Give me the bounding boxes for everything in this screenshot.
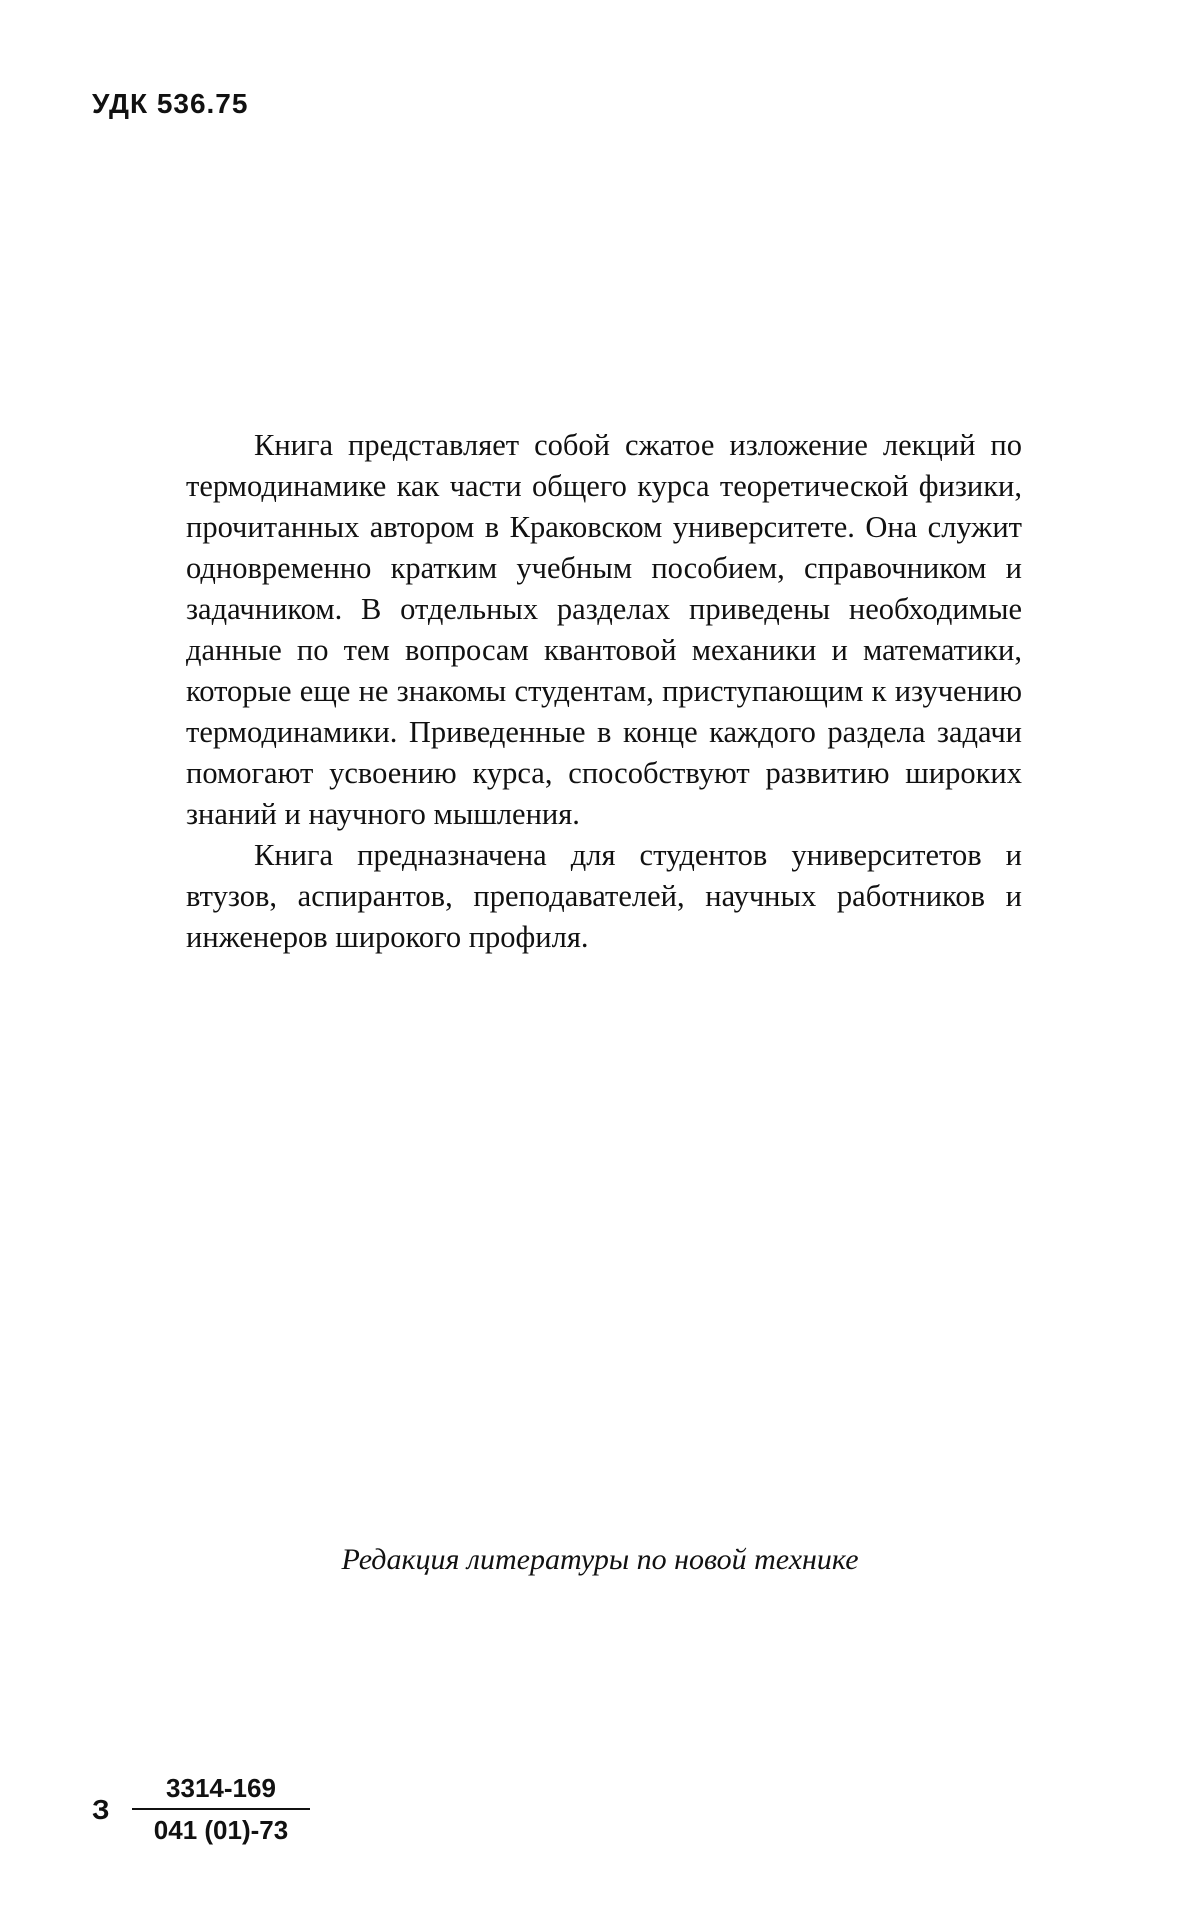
publisher-code-denominator: 041 (01)-73 <box>153 1815 289 1845</box>
publisher-code <box>92 1772 312 1872</box>
book-annotation <box>186 425 1022 958</box>
annotation-paragraph-1: Книга представляет собой сжатое изложение лекций по термодинамике как части общего курса теоретической физики, прочитанных автором в Краковском университете. Она служит одновременно кратким учебным пособием, справочником и задачником. В отдельных разделах приведены необходимые данные по тем вопросам квантовой механики и математики, которые еще не знакомы студентам, приступающим к изучению термодинамики. Приведенные в конце каждого раздела задачи помогают усвоению курса, способствуют развитию широких знаний и научного мышления. <box>186 428 1022 831</box>
udk-code: УДК 536.75 <box>92 88 249 119</box>
publisher-code-numerator: 3314-169 <box>132 1772 310 1810</box>
annotation-paragraph-2: Книга предназначена для студентов университетов и втузов, аспирантов, преподавателей, научных работников и инженеров широкого профиля. <box>186 838 1022 954</box>
publisher-code-letter: З <box>92 1794 110 1825</box>
editorial-imprint: Редакция литературы по новой технике <box>341 1543 859 1576</box>
publisher-code-fraction <box>132 1772 310 1846</box>
